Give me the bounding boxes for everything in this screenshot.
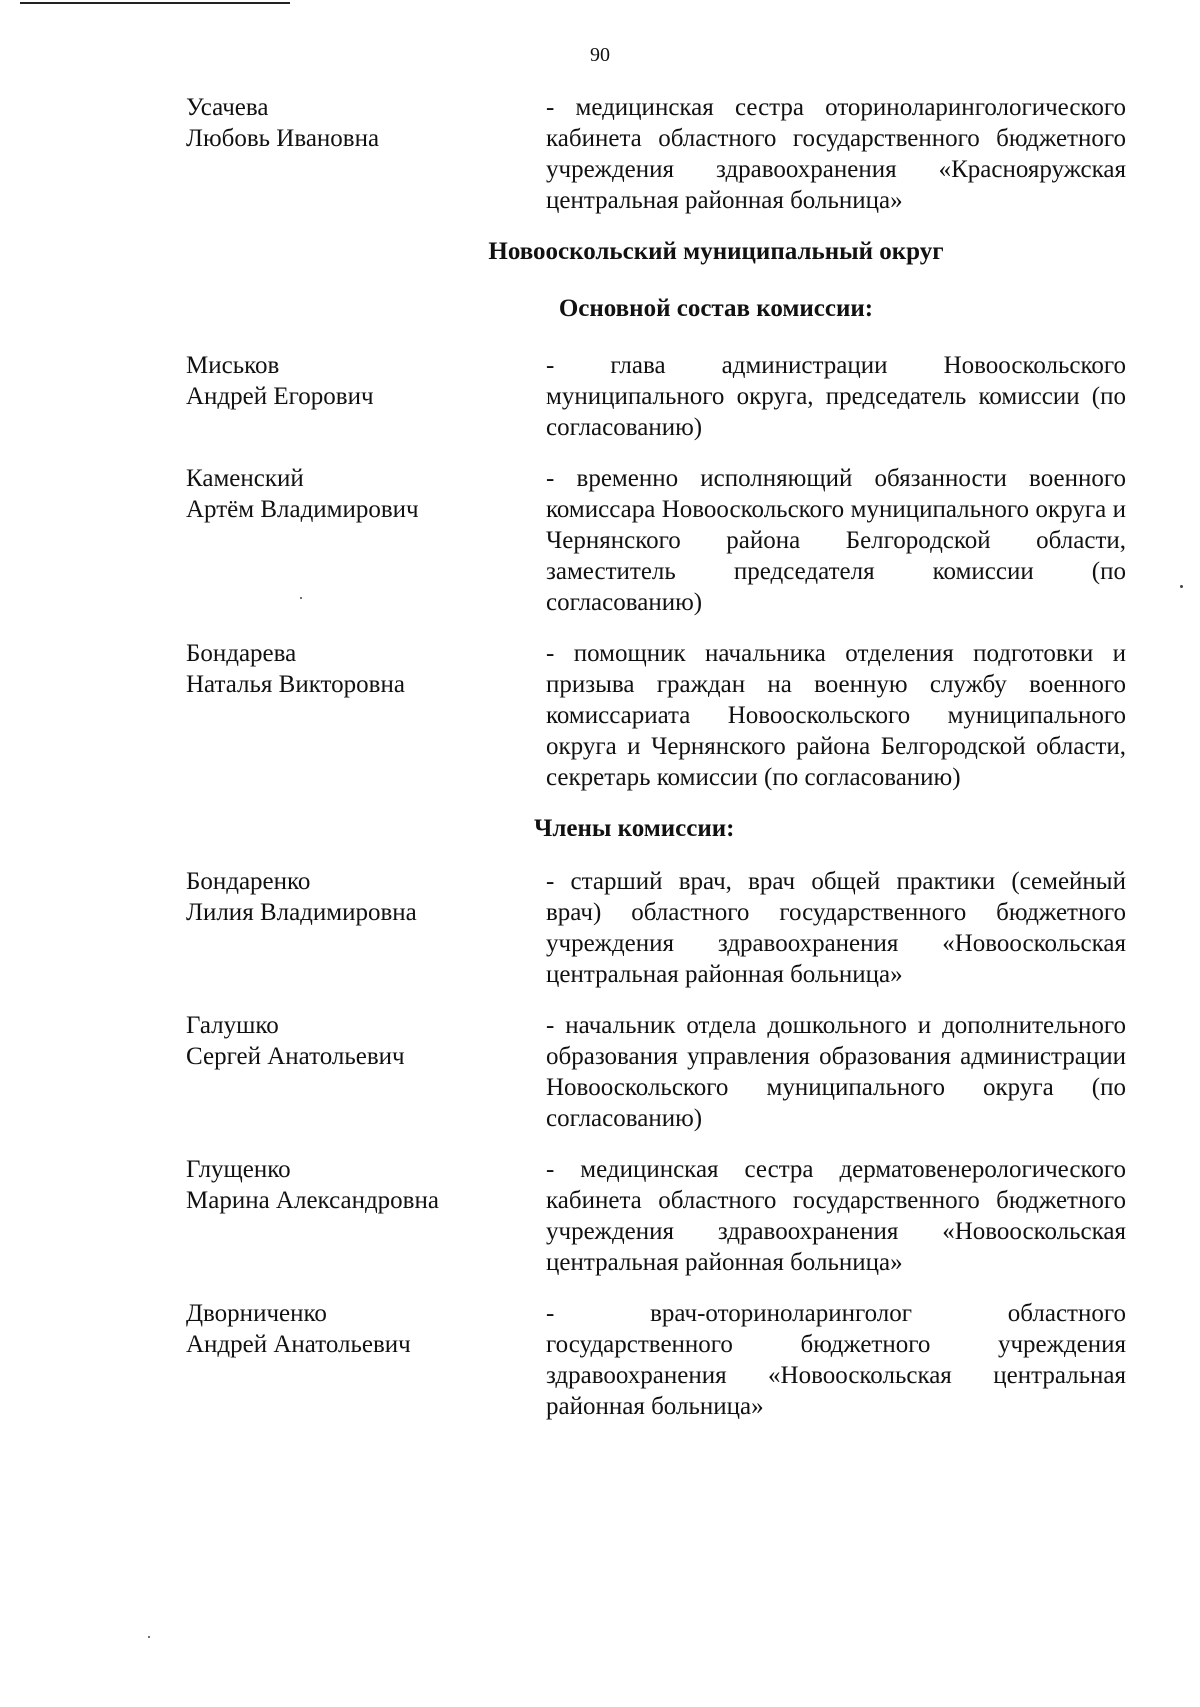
surname: Миськов [186,352,280,379]
scan-speck [148,1636,150,1638]
commission-entry [186,866,1126,990]
given-names: Наталья Викторовна [186,671,405,698]
commission-entry [186,1298,1126,1422]
main-composition-title: Основной состав комиссии: [558,295,874,322]
surname: Усачева [186,94,269,121]
commission-entry [186,1154,1126,1278]
given-names: Андрей Егорович [186,383,374,410]
person-role: - старший врач, врач общей практики (семейный врач) областного государственного бюджетного учреждения здравоохранения «Новооскольская центральная районная больница» [546,868,1126,988]
person-name [186,463,546,618]
given-names: Любовь Ивановна [186,125,380,152]
surname: Бондаренко [186,868,311,895]
given-names: Андрей Анатольевич [186,1331,411,1358]
person-name [186,350,546,443]
surname: Галушко [186,1012,279,1039]
commission-entry [186,638,1126,793]
person-name [186,638,546,793]
given-names: Сергей Анатольевич [186,1043,405,1070]
surname: Глущенко [186,1156,291,1183]
given-names: Артём Владимирович [186,496,419,523]
commission-entry [186,92,1126,216]
scan-edge-line [20,2,290,4]
person-name [186,1298,546,1422]
members-title: Члены комиссии: [534,815,735,842]
person-role: - временно исполняющий обязанности военного комиссара Новооскольского муниципального округа и Чернянского района Белгородской области, заместитель председателя комиссии (по согласованию) [546,465,1126,616]
scan-speck [1180,585,1183,588]
district-title: Новооскольский муниципальный округ [488,238,944,265]
person-name [186,866,546,990]
commission-entry [186,350,1126,443]
person-name [186,1154,546,1278]
person-name [186,1010,546,1134]
person-name [186,92,546,216]
given-names: Марина Александровна [186,1187,439,1214]
document-body [186,92,1126,1422]
person-role: - глава администрации Новооскольского муниципального округа, председатель комиссии (по согласованию) [546,352,1126,441]
person-role: - помощник начальника отделения подготовки и призыва граждан на военную службу военного комиссариата Новооскольского муниципального округа и Чернянского района Белгородской области, секретарь комиссии (по согласованию) [546,640,1126,791]
surname: Бондарева [186,640,297,667]
surname: Каменский [186,465,304,492]
person-role: - медицинская сестра оториноларингологического кабинета областного государственного бюджетного учреждения здравоохранения «Краснояружская центральная районная больница» [546,94,1126,214]
person-role: - начальник отдела дошкольного и дополнительного образования управления образования администрации Новооскольского муниципального округа (по согласованию) [546,1012,1126,1132]
scan-speck [300,597,302,599]
commission-entry [186,1010,1126,1134]
commission-entry [186,463,1126,618]
person-role: - врач-оториноларинголог областного государственного бюджетного учреждения здравоохранения «Новооскольская центральная районная больница» [546,1300,1126,1420]
person-role: - медицинская сестра дерматовенерологического кабинета областного государственного бюджетного учреждения здравоохранения «Новооскольская центральная районная больница» [546,1156,1126,1276]
surname: Дворниченко [186,1300,327,1327]
given-names: Лилия Владимировна [186,899,417,926]
page-number: 90 [590,44,610,66]
